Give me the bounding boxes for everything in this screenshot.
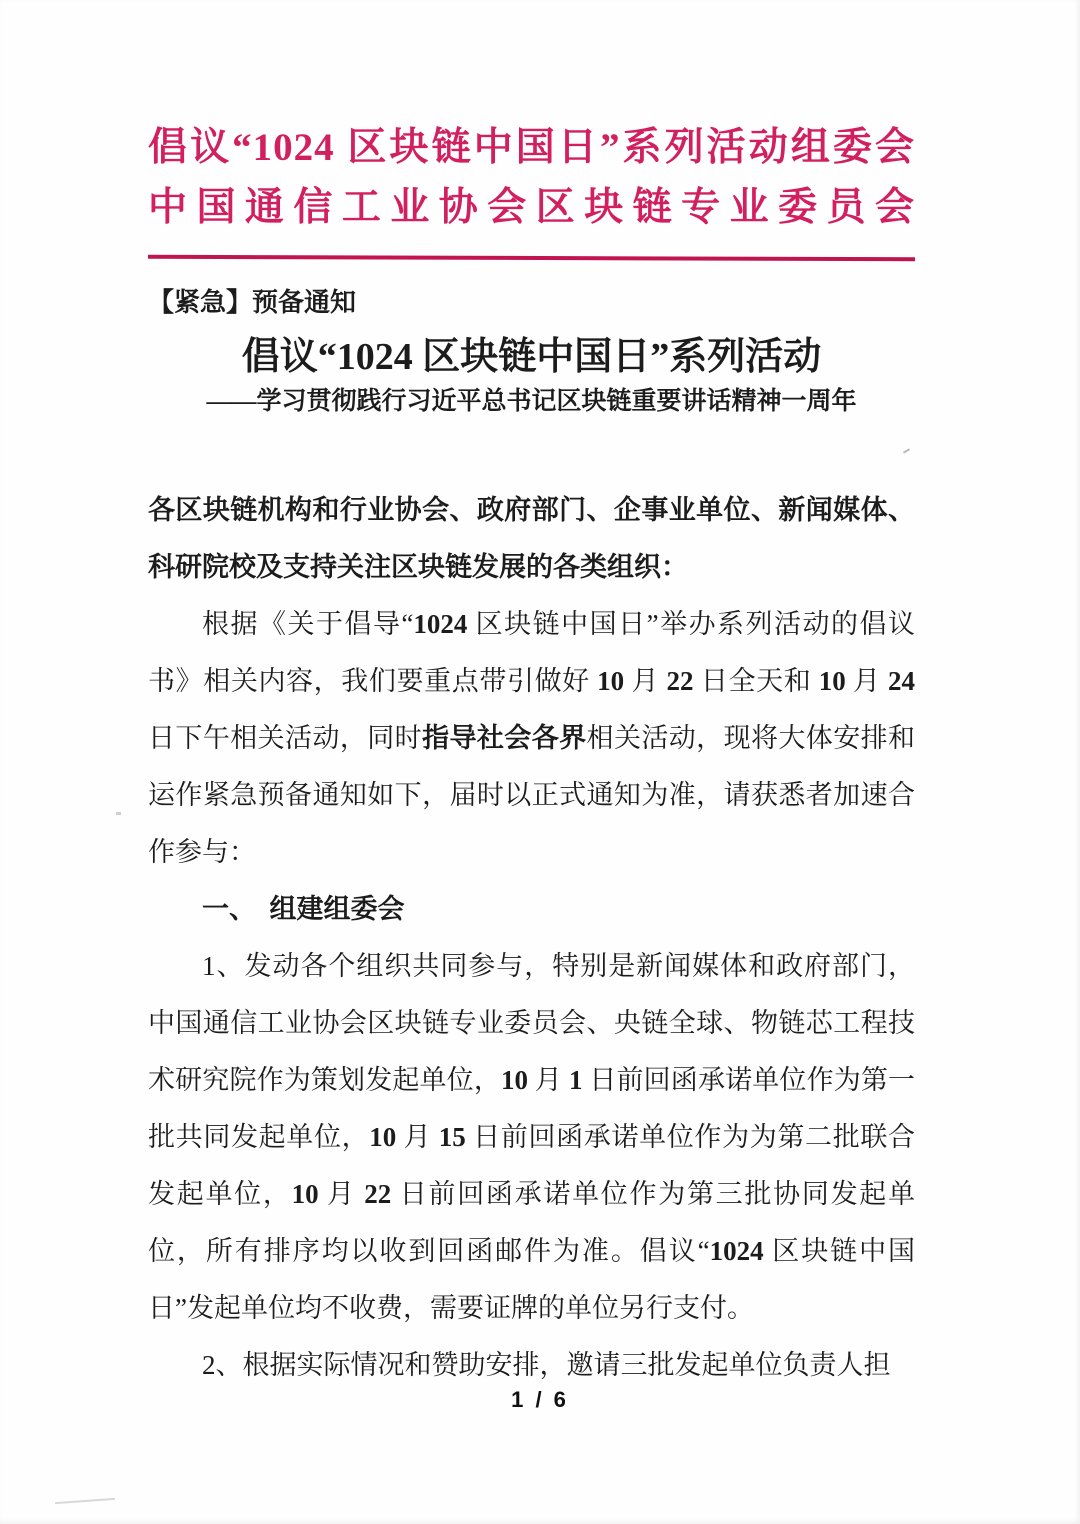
- text-segment: 月: [396, 1122, 439, 1152]
- scan-artifact: [55, 1498, 115, 1504]
- text-segment: 日下午相关活动，同时: [148, 723, 423, 753]
- document-title: 倡议“1024 区块链中国日”系列活动: [241, 336, 822, 378]
- text-segment: 10: [597, 666, 625, 696]
- text-segment: 日前回函承诺单位作为第三批协同发起单位，所有排序均以收到回函邮件为准。倡议“: [148, 1179, 916, 1266]
- letterhead-line-2: 中国通信工业协会区块链专业委员会: [148, 186, 915, 229]
- scan-artifact: [116, 812, 121, 815]
- document-body: [148, 482, 915, 1394]
- text-segment: 一、 组建组委会: [202, 894, 405, 924]
- text-segment: 10: [500, 1065, 528, 1095]
- text-segment: 相关活动，现将大体安排和运作紧急预备通知如下，届时以正式通知为准，请获悉者加速合作参与：: [148, 723, 916, 867]
- text-segment: 22: [666, 666, 694, 696]
- text-segment: 1: [568, 1065, 583, 1095]
- urgent-notice-label: 【紧急】预备通知: [148, 287, 357, 317]
- section-heading: [148, 881, 915, 938]
- letterhead: [148, 118, 915, 260]
- body-paragraph: [148, 1337, 915, 1394]
- body-paragraph: [148, 938, 915, 1337]
- text-segment: 日前回函承诺单位作为第一批共同发起单位，: [148, 1065, 916, 1152]
- text-segment: 区块链中国日”发起单位均不收费，需要证牌的单位另行支付。: [148, 1236, 916, 1323]
- text-segment: 1、发动各个组织共同参与，特别是新闻媒体和政府部门，中国通信工业协会区块链专业委员会、央链全球、物链芯工程技术研究院作为策划发起单位，: [148, 951, 915, 1095]
- page-number: 1 / 6: [511, 1387, 569, 1412]
- text-segment: 15: [438, 1122, 466, 1152]
- body-paragraph: [148, 596, 915, 881]
- text-segment: 1024: [709, 1236, 764, 1266]
- text-segment: 月: [624, 666, 667, 696]
- text-segment: 月: [318, 1179, 365, 1209]
- text-segment: 1024: [413, 609, 468, 639]
- document-subtitle: ——学习贯彻践行习近平总书记区块链重要讲话精神一周年: [206, 388, 857, 415]
- text-segment: 月: [845, 666, 889, 696]
- text-segment: 指导社会各界: [422, 723, 587, 753]
- text-segment: 10: [369, 1122, 397, 1152]
- text-segment: 各区块链机构和行业协会、政府部门、企事业单位、新闻媒体、科研院校及支持关注区块链发展的各类组织：: [148, 495, 915, 582]
- text-segment: 日全天和: [693, 666, 819, 696]
- letterhead-divider: [148, 255, 915, 261]
- text-segment: 根据《关于倡导“: [202, 609, 414, 639]
- page-content: [148, 118, 915, 1394]
- text-segment: 日前回函承诺单位作为为第二批联合发起单位，: [148, 1122, 916, 1209]
- text-segment: 月: [527, 1065, 569, 1095]
- text-segment: 22: [364, 1179, 392, 1209]
- text-segment: 2、根据实际情况和赞助安排，邀请三批发起单位负责人担: [202, 1350, 891, 1380]
- body-paragraph: [148, 482, 915, 596]
- letterhead-line-1: 倡议“1024 区块链中国日”系列活动组委会: [148, 126, 915, 169]
- text-segment: 10: [291, 1179, 319, 1209]
- text-segment: 24: [888, 666, 916, 696]
- text-segment: 10: [818, 666, 846, 696]
- text-segment: 区块链中国日”举办系列活动的倡议书》相关内容，我们要重点带引做好: [148, 609, 916, 696]
